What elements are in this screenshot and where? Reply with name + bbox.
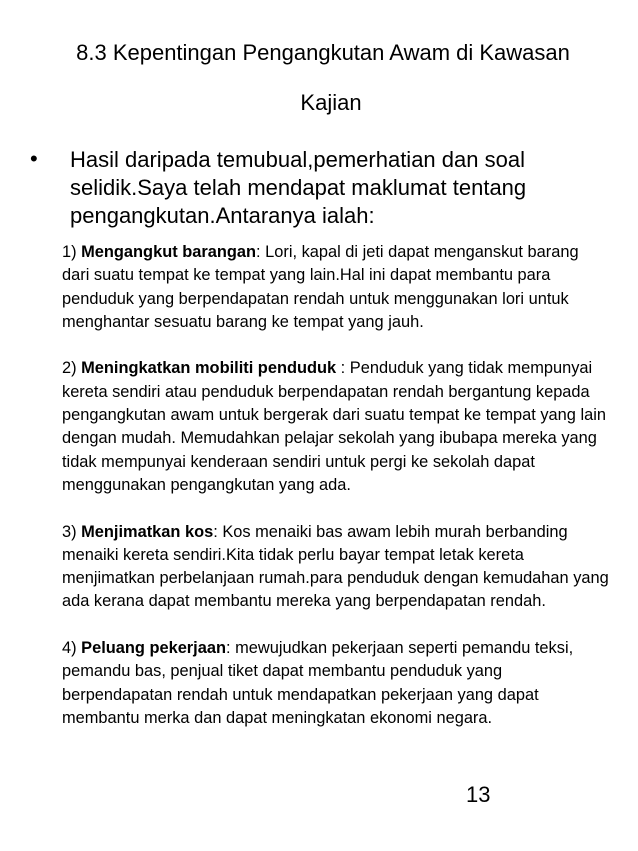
page-number: 13 xyxy=(466,782,491,807)
section-body: Lori, kapal di jeti dapat menganskut barang dari suatu tempat ke tempat yang lain.Hal ini dapat membantu para penduduk yang berpendapatan rendah untuk menggunakan lori untuk menghantar sesuatu barang ke tempat yang jauh. xyxy=(62,243,579,331)
section-separator: : xyxy=(256,243,261,261)
section-separator: : xyxy=(213,522,218,541)
section-body: Kos menaiki bas awam lebih murah berbanding menaiki kereta sendiri.Kita tidak perlu bayar tempat letak kereta menjimatkan perbelanjaan rumah.para penduduk dengan kemudahan yang ada kerana dapat membantu mereka yang berpendapatan rendah. xyxy=(62,522,609,611)
page-title-line-2: Kajian xyxy=(300,90,362,115)
section-job-opportunities xyxy=(62,637,610,730)
section-body: Penduduk yang tidak mempunyai kereta sendiri atau penduduk berpendapatan rendah bergantung kepada pengangkutan awam untuk bergerak dari suatu tempat ke tempat yang lain dengan mudah. Memudahkan pelajar sekolah yang ibubapa mereka yang tidak mempunyai kenderaan sendiri untuk pergi ke sekolah dapat menggunakan pengangkutan yang ada. xyxy=(62,359,606,494)
intro-text: Hasil daripada temubual,pemerhatian dan soal selidik.Saya telah mendapat maklumat tentang pengangkutan.Antaranya ialah: xyxy=(70,147,527,228)
section-title: Mengangkut barangan xyxy=(81,243,256,261)
section-goods-transport xyxy=(62,241,610,334)
section-number: 4) xyxy=(62,639,77,658)
benefits-list xyxy=(62,241,610,754)
section-title: Peluang pekerjaan xyxy=(81,639,226,658)
page-title-line-1: 8.3 Kepentingan Pengangkutan Awam di Kawasan xyxy=(76,40,570,65)
section-title: Meningkatkan mobiliti penduduk xyxy=(81,359,337,378)
section-number: 3) xyxy=(62,522,77,541)
section-cost-saving xyxy=(62,521,610,614)
section-title: Menjimatkan kos xyxy=(81,522,214,541)
section-number: 2) xyxy=(62,359,77,378)
section-separator: : xyxy=(336,359,346,378)
section-number: 1) xyxy=(62,243,77,261)
section-body: mewujudkan pekerjaan seperti pemandu teksi, pemandu bas, penjual tiket dapat membantu penduduk yang berpendapatan rendah untuk mendapatkan pekerjaan yang dapat membantu merka dan dapat meningkatan ekonomi negara. xyxy=(62,639,574,727)
section-mobility xyxy=(62,357,610,497)
section-separator: : xyxy=(225,639,231,658)
bullet-dot-icon: • xyxy=(30,146,38,171)
